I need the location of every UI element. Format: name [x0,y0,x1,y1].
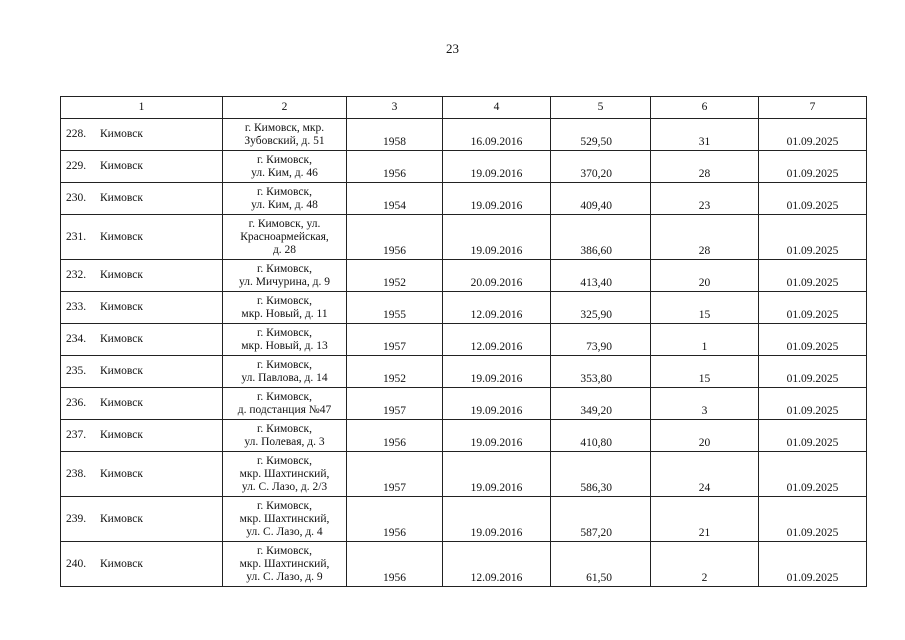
cell-address [223,542,347,587]
table-body [61,119,867,587]
address-line: ул. Полевая, д. 3 [244,435,325,448]
column-header: 7 [759,97,867,119]
table-row [61,215,867,260]
column-header: 4 [443,97,551,119]
cell-address [223,324,347,356]
address-line: г. Кимовск, [257,262,312,275]
city-name: Кимовск [100,557,143,570]
cell-area: 529,50 [551,119,651,151]
city-name: Кимовск [100,429,143,441]
city-name: Кимовск [100,467,143,480]
cell-year: 1956 [347,497,443,542]
cell-year: 1956 [347,420,443,452]
cell-term: 01.09.2025 [759,215,867,260]
city-name: Кимовск [100,160,143,172]
housing-table [60,96,867,587]
cell-count: 20 [651,260,759,292]
cell-area: 386,60 [551,215,651,260]
cell-number-city [61,292,223,324]
cell-count: 28 [651,151,759,183]
cell-date: 12.09.2016 [443,542,551,587]
column-header: 3 [347,97,443,119]
address-line: г. Кимовск, [257,422,312,435]
city-name: Кимовск [100,365,143,377]
cell-term: 01.09.2025 [759,452,867,497]
address-line: ул. Ким, д. 48 [251,198,318,211]
cell-address [223,497,347,542]
city-name: Кимовск [100,397,143,409]
city-name: Кимовск [100,128,143,140]
cell-address [223,292,347,324]
address-line: г. Кимовск, [257,153,312,166]
row-number: 237. [66,429,87,441]
cell-term: 01.09.2025 [759,260,867,292]
cell-address [223,356,347,388]
table-row [61,151,867,183]
cell-count: 24 [651,452,759,497]
cell-number-city [61,388,223,420]
cell-year: 1956 [347,542,443,587]
cell-number-city [61,119,223,151]
cell-address [223,260,347,292]
cell-date: 16.09.2016 [443,119,551,151]
cell-term: 01.09.2025 [759,324,867,356]
cell-address [223,452,347,497]
table-row [61,420,867,452]
cell-date: 19.09.2016 [443,183,551,215]
cell-area: 413,40 [551,260,651,292]
cell-area: 353,80 [551,356,651,388]
row-number: 230. [66,192,87,204]
cell-date: 19.09.2016 [443,452,551,497]
header-row [61,97,867,119]
table-row [61,542,867,587]
cell-year: 1957 [347,324,443,356]
cell-term: 01.09.2025 [759,356,867,388]
cell-area: 370,20 [551,151,651,183]
cell-address [223,151,347,183]
table-row [61,388,867,420]
cell-address [223,119,347,151]
address-line: г. Кимовск, [257,326,312,339]
row-number: 238. [66,467,87,480]
table-row [61,324,867,356]
column-header: 2 [223,97,347,119]
cell-term: 01.09.2025 [759,119,867,151]
cell-term: 01.09.2025 [759,497,867,542]
cell-number-city [61,542,223,587]
cell-year: 1952 [347,356,443,388]
address-line: ул. Ким, д. 46 [251,166,318,179]
cell-count: 23 [651,183,759,215]
cell-term: 01.09.2025 [759,420,867,452]
cell-number-city [61,151,223,183]
cell-address [223,420,347,452]
cell-date: 19.09.2016 [443,151,551,183]
row-number: 229. [66,160,87,172]
address-line: г. Кимовск, [257,499,312,512]
cell-date: 12.09.2016 [443,324,551,356]
cell-year: 1956 [347,215,443,260]
cell-term: 01.09.2025 [759,292,867,324]
cell-address [223,388,347,420]
cell-year: 1955 [347,292,443,324]
cell-date: 19.09.2016 [443,388,551,420]
cell-count: 15 [651,292,759,324]
address-line: мкр. Шахтинский, [239,557,330,570]
cell-number-city [61,452,223,497]
cell-year: 1957 [347,452,443,497]
table-row [61,183,867,215]
cell-date: 19.09.2016 [443,497,551,542]
cell-address [223,183,347,215]
address-line: ул. Павлова, д. 14 [241,371,328,384]
address-line: г. Кимовск, [257,358,312,371]
cell-count: 3 [651,388,759,420]
table-row [61,497,867,542]
address-line: г. Кимовск, [257,294,312,307]
cell-area: 73,90 [551,324,651,356]
cell-date: 12.09.2016 [443,292,551,324]
row-number: 228. [66,128,87,140]
address-line: мкр. Шахтинский, [239,512,330,525]
row-number: 231. [66,230,87,243]
cell-number-city [61,324,223,356]
cell-year: 1954 [347,183,443,215]
address-line: д. 28 [272,243,297,256]
address-line: мкр. Шахтинский, [239,467,330,480]
cell-year: 1956 [347,151,443,183]
city-name: Кимовск [100,230,143,243]
cell-area: 61,50 [551,542,651,587]
row-number: 233. [66,301,87,313]
cell-count: 31 [651,119,759,151]
city-name: Кимовск [100,269,143,281]
cell-area: 410,80 [551,420,651,452]
address-line: мкр. Новый, д. 11 [241,307,328,320]
cell-year: 1958 [347,119,443,151]
page-number: 23 [446,41,459,56]
cell-area: 586,30 [551,452,651,497]
cell-number-city [61,215,223,260]
table-row [61,292,867,324]
cell-area: 409,40 [551,183,651,215]
cell-area: 349,20 [551,388,651,420]
cell-year: 1952 [347,260,443,292]
cell-number-city [61,356,223,388]
cell-date: 19.09.2016 [443,356,551,388]
city-name: Кимовск [100,333,143,345]
city-name: Кимовск [100,301,143,313]
address-line: мкр. Новый, д. 13 [241,339,328,352]
city-name: Кимовск [100,512,143,525]
address-line: ул. С. Лазо, д. 2/3 [241,480,328,493]
cell-number-city [61,497,223,542]
cell-term: 01.09.2025 [759,388,867,420]
city-name: Кимовск [100,192,143,204]
address-line: г. Кимовск, [257,185,312,198]
cell-term: 01.09.2025 [759,542,867,587]
cell-address [223,215,347,260]
address-line: Зубовский, д. 51 [244,134,325,147]
address-line: г. Кимовск, [257,454,312,467]
address-line: г. Кимовск, ул. [248,217,321,230]
cell-count: 20 [651,420,759,452]
address-line: г. Кимовск, [257,544,312,557]
table-row [61,260,867,292]
row-number: 240. [66,557,87,570]
cell-date: 19.09.2016 [443,420,551,452]
table-row [61,356,867,388]
address-line: ул. Мичурина, д. 9 [239,275,330,288]
cell-number-city [61,420,223,452]
cell-count: 15 [651,356,759,388]
cell-term: 01.09.2025 [759,151,867,183]
address-line: ул. С. Лазо, д. 4 [246,525,323,538]
cell-area: 587,20 [551,497,651,542]
row-number: 239. [66,512,87,525]
table-row [61,119,867,151]
table-row [61,452,867,497]
cell-count: 1 [651,324,759,356]
cell-number-city [61,260,223,292]
row-number: 232. [66,269,87,281]
address-line: д. подстанция №47 [237,403,332,416]
row-number: 234. [66,333,87,345]
cell-count: 2 [651,542,759,587]
address-line: ул. С. Лазо, д. 9 [246,570,323,583]
cell-area: 325,90 [551,292,651,324]
cell-date: 20.09.2016 [443,260,551,292]
address-line: г. Кимовск, [257,390,312,403]
cell-date: 19.09.2016 [443,215,551,260]
column-header: 5 [551,97,651,119]
column-header: 6 [651,97,759,119]
cell-count: 28 [651,215,759,260]
row-number: 235. [66,365,87,377]
address-line: Красноармейская, [240,230,329,243]
cell-number-city [61,183,223,215]
cell-term: 01.09.2025 [759,183,867,215]
column-header: 1 [61,97,223,119]
address-line: г. Кимовск, мкр. [244,121,325,134]
cell-year: 1957 [347,388,443,420]
cell-count: 21 [651,497,759,542]
row-number: 236. [66,397,87,409]
